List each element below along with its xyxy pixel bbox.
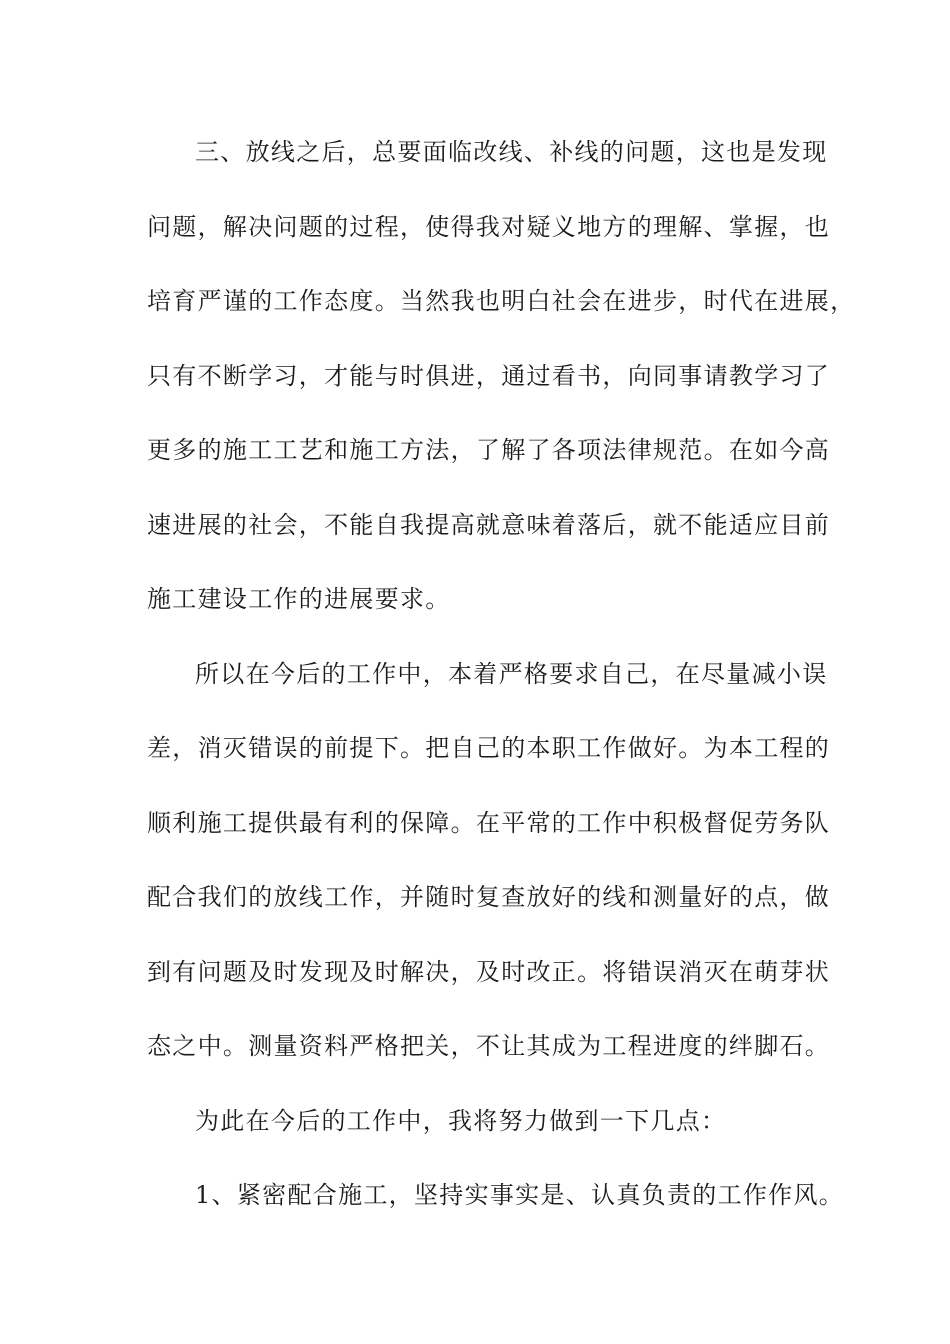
list-item: 1、紧密配合施工，坚持实事实是、认真负责的工作作风。	[195, 1181, 845, 1209]
paragraph-line: 到有问题及时发现及时解决，及时改正。将错误消灭在萌芽状	[147, 958, 831, 986]
paragraph-line: 三、放线之后，总要面临改线、补线的问题，这也是发现	[195, 138, 828, 166]
paragraph-line: 差，消灭错误的前提下。把自己的本职工作做好。为本工程的	[147, 734, 831, 762]
paragraph-line: 配合我们的放线工作，并随时复查放好的线和测量好的点，做	[147, 883, 831, 911]
paragraph-line: 为此在今后的工作中，我将努力做到一下几点：	[195, 1107, 727, 1135]
paragraph-line: 态之中。测量资料严格把关，不让其成为工程进度的绊脚石。	[147, 1032, 831, 1060]
paragraph-line: 更多的施工工艺和施工方法，了解了各项法律规范。在如今高	[147, 436, 831, 464]
paragraph-line: 顺利施工提供最有利的保障。在平常的工作中积极督促劳务队	[147, 809, 831, 837]
paragraph-line: 问题，解决问题的过程，使得我对疑义地方的理解、掌握，也	[147, 213, 831, 241]
paragraph-line: 培育严谨的工作态度。当然我也明白社会在进步，时代在进展，	[147, 287, 856, 315]
paragraph-line: 施工建设工作的进展要求。	[147, 585, 451, 613]
paragraph-line: 速进展的社会，不能自我提高就意味着落后，就不能适应目前	[147, 511, 831, 539]
paragraph-line: 只有不断学习，才能与时俱进，通过看书，向同事请教学习了	[147, 362, 831, 390]
paragraph-line: 所以在今后的工作中，本着严格要求自己，在尽量减小误	[195, 660, 828, 688]
